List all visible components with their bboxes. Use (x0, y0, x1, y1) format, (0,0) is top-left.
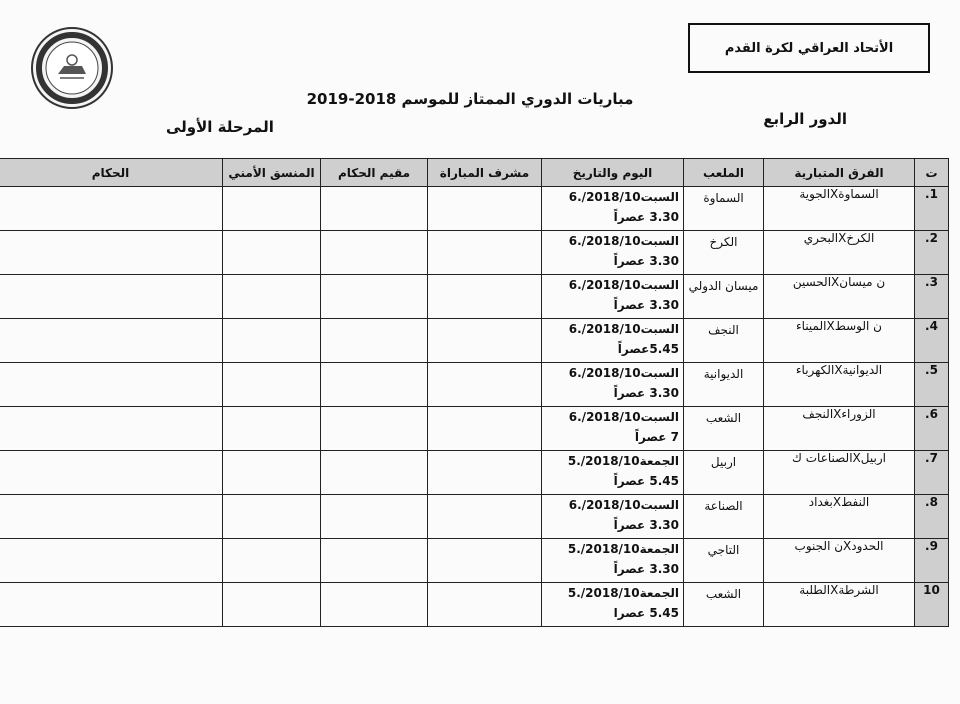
match-security (223, 451, 321, 495)
match-date (542, 495, 684, 539)
match-security (223, 363, 321, 407)
table-row (0, 407, 949, 451)
match-date-time: 3.30 عصراً (613, 386, 679, 400)
match-assessor (321, 407, 428, 451)
match-referees (0, 231, 223, 275)
round-label: الدور الرابع (763, 110, 847, 128)
match-number: 6. (915, 407, 949, 451)
match-date (542, 363, 684, 407)
match-number: 10 (915, 583, 949, 627)
match-date (542, 583, 684, 627)
organization-box (688, 23, 930, 73)
match-date-time: 5.45عصراً (617, 342, 679, 356)
match-assessor (321, 363, 428, 407)
stage-label: المرحلة الأولى (166, 118, 274, 136)
match-stadium: التاجي (684, 539, 764, 583)
header-date: اليوم والتاريخ (542, 159, 684, 187)
match-teams: الشرطةXالطلبة (764, 583, 915, 627)
match-stadium: النجف (684, 319, 764, 363)
table-header-row (0, 159, 949, 187)
organization-name: الأتحاد العراقي لكرة القدم (724, 40, 894, 56)
match-date-time: 5.45 عصرا (613, 606, 679, 620)
match-referees (0, 539, 223, 583)
match-supervisor (428, 231, 542, 275)
federation-logo-icon (30, 26, 114, 110)
match-date (542, 539, 684, 583)
match-assessor (321, 451, 428, 495)
match-number: 8. (915, 495, 949, 539)
match-date-time: 3.30 عصراً (613, 562, 679, 576)
match-date-time: 7 عصراً (634, 430, 679, 444)
table-row (0, 539, 949, 583)
header-stadium: الملعب (684, 159, 764, 187)
match-teams: الزوراءXالنجف (764, 407, 915, 451)
match-number: 4. (915, 319, 949, 363)
match-security (223, 407, 321, 451)
header-supervisor: مشرف المباراة (428, 159, 542, 187)
match-date (542, 451, 684, 495)
fixtures-table (0, 158, 949, 627)
match-stadium: الكرخ (684, 231, 764, 275)
match-referees (0, 319, 223, 363)
match-date-day: السبت2018/10/.6 (568, 322, 679, 336)
page-title: مباريات الدوري الممتاز للموسم 2018-2019 (306, 90, 634, 108)
match-teams: الكرخXالبحري (764, 231, 915, 275)
match-assessor (321, 319, 428, 363)
table-row (0, 319, 949, 363)
match-assessor (321, 583, 428, 627)
table-row (0, 275, 949, 319)
match-date-day: الجمعة2018/10/.5 (567, 542, 679, 556)
match-supervisor (428, 407, 542, 451)
match-date (542, 231, 684, 275)
match-referees (0, 275, 223, 319)
match-stadium: الشعب (684, 407, 764, 451)
match-supervisor (428, 495, 542, 539)
match-security (223, 231, 321, 275)
match-date-time: 3.30 عصراً (613, 210, 679, 224)
table-row (0, 231, 949, 275)
match-number: 3. (915, 275, 949, 319)
match-security (223, 539, 321, 583)
match-stadium: السماوة (684, 187, 764, 231)
match-security (223, 583, 321, 627)
match-referees (0, 187, 223, 231)
match-date (542, 407, 684, 451)
match-assessor (321, 187, 428, 231)
match-security (223, 495, 321, 539)
match-stadium: الديوانية (684, 363, 764, 407)
match-date-day: السبت2018/10/.6 (568, 234, 679, 248)
header-teams: الفرق المتبارية (764, 159, 915, 187)
match-date-time: 3.30 عصراً (613, 254, 679, 268)
match-supervisor (428, 319, 542, 363)
match-supervisor (428, 583, 542, 627)
table-row (0, 495, 949, 539)
match-stadium: ميسان الدولي (684, 275, 764, 319)
match-date-day: السبت2018/10/.6 (568, 410, 679, 424)
match-stadium: اربيل (684, 451, 764, 495)
match-date (542, 187, 684, 231)
match-supervisor (428, 451, 542, 495)
match-assessor (321, 275, 428, 319)
match-date-time: 3.30 عصراً (613, 518, 679, 532)
match-teams: ن ميسانXالحسين (764, 275, 915, 319)
match-teams: السماوةXالجوية (764, 187, 915, 231)
table-row (0, 187, 949, 231)
match-assessor (321, 231, 428, 275)
match-date (542, 319, 684, 363)
match-security (223, 275, 321, 319)
table-row (0, 363, 949, 407)
match-assessor (321, 495, 428, 539)
match-number: 7. (915, 451, 949, 495)
match-date (542, 275, 684, 319)
match-supervisor (428, 363, 542, 407)
match-teams: الديوانيةXالكهرباء (764, 363, 915, 407)
header-number: ت (915, 159, 949, 187)
header-security-coordinator: المنسق الأمني (223, 159, 321, 187)
match-referees (0, 451, 223, 495)
match-date-day: السبت2018/10/.6 (568, 366, 679, 380)
match-number: 9. (915, 539, 949, 583)
match-referees (0, 363, 223, 407)
match-date-day: السبت2018/10/.6 (568, 498, 679, 512)
match-security (223, 319, 321, 363)
match-supervisor (428, 539, 542, 583)
match-assessor (321, 539, 428, 583)
match-referees (0, 583, 223, 627)
header-referees: الحكام (0, 159, 223, 187)
match-date-day: الجمعة2018/10/.5 (567, 454, 679, 468)
match-number: 5. (915, 363, 949, 407)
match-security (223, 187, 321, 231)
match-stadium: الصناعة (684, 495, 764, 539)
match-date-day: السبت2018/10/.6 (568, 190, 679, 204)
table-row (0, 583, 949, 627)
match-referees (0, 495, 223, 539)
table-row (0, 451, 949, 495)
match-stadium: الشعب (684, 583, 764, 627)
match-supervisor (428, 275, 542, 319)
match-teams: اربيلXالصناعات ك (764, 451, 915, 495)
header-referee-assessor: مقيم الحكام (321, 159, 428, 187)
match-supervisor (428, 187, 542, 231)
match-number: 2. (915, 231, 949, 275)
match-number: 1. (915, 187, 949, 231)
match-date-time: 3.30 عصراً (613, 298, 679, 312)
match-date-day: السبت2018/10/.6 (568, 278, 679, 292)
match-referees (0, 407, 223, 451)
match-teams: الحدودXن الجنوب (764, 539, 915, 583)
match-teams: النفطXبغداد (764, 495, 915, 539)
match-teams: ن الوسطXالميناء (764, 319, 915, 363)
match-date-day: الجمعة2018/10/.5 (567, 586, 679, 600)
match-date-time: 5.45 عصراً (613, 474, 679, 488)
